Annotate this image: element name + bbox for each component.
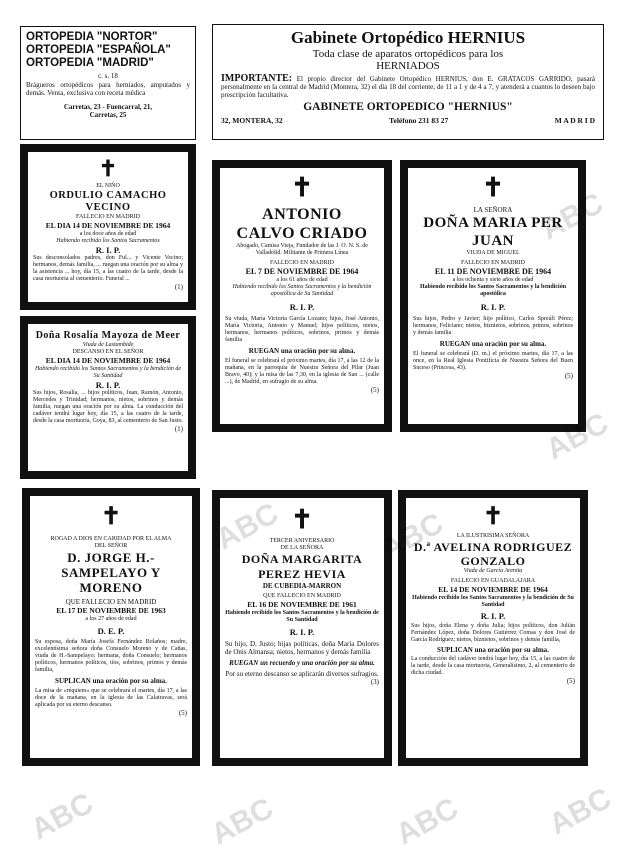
obituary-died: QUE FALLECIO EN MADRID [65, 598, 157, 606]
obituary-rip: D. E. P. [97, 626, 125, 636]
obituary-intro: ROGAD A DIOS EN CARIDAD POR EL ALMA DEL SEÑOR [50, 536, 172, 549]
ortopedia-address-2: Carretas, 25 [89, 111, 127, 119]
obituary-sacraments: Habiendo recibido los Santos Sacramentos y la bendición de Su Santidad [225, 610, 379, 623]
obituary-suplican: SUPLICAN una oración por su alma. [437, 646, 549, 654]
cross-icon: ✝ [100, 504, 122, 530]
obituary-sacraments: Habiendo recibido los Santos Sacramentos [56, 238, 160, 244]
obituary-rip: R. I. P. [480, 302, 506, 312]
obituary-name: DOÑA MARIA PER JUAN [423, 215, 563, 249]
obituary-funeral: La misa de «réquiem» que se celebrará el martes, día 17, a las doce de la mañana, en la iglesia de las Calatravas, será aplicada por su eterno descanso. [35, 688, 187, 708]
obituary-name: D. JORGE H.-SAMPELAYO Y MORENO [61, 550, 161, 595]
obituary-pre: LA ILUSTRISIMA SEÑORA [456, 533, 530, 539]
obituary-funeral: Por su eterno descanso se aplicarán diversos sufragios. [225, 670, 379, 678]
obituary-name: ANTONIO CALVO CRIADO [236, 206, 368, 242]
obituary-avelina [398, 490, 588, 766]
obituary-sacraments: Habiendo recibido los Santos Sacramentos y la bendición de Su Santidad [412, 595, 574, 608]
obituary-suplican: SUPLICAN una oración por su alma. [55, 677, 167, 685]
obituary-body: Su hijo, D. Justo; hijas políticas, doña María Dolores de Onis Almansa; nietos, hermanos y demás familia [225, 640, 379, 656]
obituary-pre: LA SEÑORA [473, 206, 513, 214]
obituary-maria [400, 160, 586, 432]
obituary-antonio [212, 160, 392, 432]
hernius-footer-name: GABINETE ORTOPEDICO "HERNIUS" [303, 101, 513, 113]
obituary-pre-1: TERCER ANIVERSARIO [269, 538, 335, 544]
obituary-mark: (5) [566, 677, 575, 685]
obituary-margarita [212, 490, 392, 766]
obituary-date: EL 11 DE NOVIEMBRE DE 1964 [434, 267, 552, 276]
watermark: ABC [205, 791, 279, 852]
obituary-date: EL 7 DE NOVIEMBRE DE 1964 [245, 267, 359, 276]
obituary-pre-2: DE LA SEÑORA [280, 545, 324, 551]
hernius-phone: Teléfono 231 83 27 [389, 116, 449, 125]
obituary-widow: Viuda de García Arenita [463, 568, 523, 574]
obituary-desc: Abogado, Camisa Vieja, Fundador de las J. O. N. S. de Valladolid. Militante de Primera Línea [236, 243, 368, 256]
obituary-sacraments: Habiendo recibido los Santos Sacramentos y la bendición apostólica [419, 284, 567, 297]
hernius-important-label: IMPORTANTE: [221, 73, 293, 84]
watermark: ABC [543, 781, 617, 842]
obituary-ruegan: RUEGAN una oración por su alma. [439, 340, 547, 348]
ortopedia-line-1: ORTOPEDIA "NORTOR" [26, 31, 158, 43]
obituary-body: Sus hijos, doña Elena y doña Julia; hijos políticos, don Julián Fernández López, doña Dolores Gutiérrez Comas y don José de García Rodríguez; nietos, biznietos, sobrinos y demás familia, [411, 623, 575, 643]
obituary-funeral: El funeral se celebrará el próximo martes, día 17, a las 12 de la mañana, en la parroquia de Nuestra Señora del Pilar (Juan Bravo, 40); y la misa de las 7,30, en la iglesia de San ... (calle ...), de Madrid, en sufragio de su alma. [225, 358, 379, 385]
obituary-date: EL DIA 14 DE NOVIEMBRE DE 1964 [45, 221, 171, 230]
obituary-date: EL DIA 14 DE NOVIEMBRE DE 1964 [45, 356, 171, 365]
obituary-funeral: La conducción del cadáver tendrá lugar hoy, día 15, a las cuatro de la tarde, desde la casa mortuoria, Generalísimo, 2, al cementerio de dicha ciudad. [411, 656, 575, 676]
obituary-rip: R. I. P. [95, 380, 121, 390]
obituary-died: FALLECIO EN GUADALAJARA [450, 578, 536, 584]
cross-icon: ✝ [291, 173, 313, 202]
cross-icon: ✝ [482, 173, 504, 202]
obituary-body: Sus hijos, Pedro y Javier; hijo político, Carlos Spreáfi Pérez; hermanos, Feliciano; nietos, biznietos, sobrinos, primos, sobrinos y demás familia [413, 316, 573, 336]
obituary-age: a los 61 años de edad [276, 277, 328, 283]
obituary-sacraments: Habiendo recibido los Santos Sacramentos y la bendición apostólica de Su Santidad [232, 284, 372, 297]
obituary-widow: Viuda de Lastambide [82, 342, 134, 348]
obituary-age: a los ochenta y siete años de edad [452, 277, 534, 283]
obituary-mark: (5) [178, 709, 187, 717]
watermark: ABC [540, 406, 614, 467]
obituary-mark: (1) [174, 425, 183, 433]
obituary-pre: EL NIÑO [96, 183, 120, 189]
obituary-ruegan: RUEGAN una oración por su alma. [248, 347, 356, 355]
obituary-name: DOÑA MARGARITA PEREZ HEVIA [241, 552, 363, 581]
ortopedia-line-3: ORTOPEDIA "MADRID" [26, 57, 154, 69]
obituary-date: EL 14 DE NOVIEMBRE DE 1964 [438, 585, 548, 594]
cross-icon: ✝ [98, 156, 118, 181]
obituary-rip: R. I. P. [480, 611, 506, 621]
hernius-address: 32, MONTERA, 32 [221, 116, 283, 125]
obituary-mark: (3) [370, 678, 379, 686]
obituary-date: EL 16 DE NOVIEMBRE DE 1961 [247, 600, 357, 609]
obituary-age: a los doce años de edad [79, 231, 137, 237]
hernius-subtitle: Toda clase de aparatos ortopédicos para los HERNIADOS [312, 48, 504, 72]
ortopedia-address-1: Carretas, 23 - Fuencarral, 21, [63, 103, 153, 111]
obituary-ruegan: RUEGAN un recuerdo y una oración por su alma. [229, 659, 375, 667]
obituary-name: D.ª AVELINA RODRIGUEZ GONZALO [413, 540, 573, 568]
ortopedia-body: Brágueros ortopédicos para herniados, amputados y demás. Venta, exclusiva con receta médica [26, 81, 190, 97]
obituary-name: ORDULIO CAMACHO VECINO [49, 190, 167, 213]
hernius-ad [212, 24, 604, 140]
cross-icon: ✝ [291, 505, 313, 534]
obituary-age: a los 27 años de edad [85, 616, 137, 622]
obituary-funeral: El funeral se celebrará (D. m.) el próximo martes, día 17, a las once, en la Real Iglesia Pontificia de Nuestra Señora del Buen Suceso (Princesa, 43). [413, 351, 573, 371]
obituary-body: Su viuda, María Victoria García Lozano; hijos, José Antonio, María Victoria, Antonio y Manuel; hijos políticos, nietos, hermanos, hermanos políticos, sobrinos, primos y demás familia [225, 316, 379, 343]
obituary-rip: R. I. P. [95, 245, 121, 255]
obituary-rip: R. I. P. [289, 302, 315, 312]
ortopedia-cs: c. s. 18 [98, 72, 118, 80]
watermark: ABC [390, 791, 464, 852]
ortopedia-ad [20, 26, 196, 140]
obituary-died: FALLECIO EN MADRID [270, 260, 334, 266]
obituary-desc: DE CUBEDIA-MARRON [262, 582, 342, 590]
obituary-sacraments: Habiendo recibido los Santos Sacramentos y la bendición de Su Santidad [34, 366, 182, 379]
obituary-jorge [22, 488, 200, 766]
hernius-city: M A D R I D [554, 116, 595, 125]
obituary-died: FALLECIO EN MADRID [461, 260, 525, 266]
obituary-died: FALLECIO EN MADRID [76, 214, 140, 220]
hernius-important-text: El propio director del Gabinete Ortopédico HERNIUS, don E. GRATACOS GARRIDO, pasará personalmente en la central de Madrid (Montera, 32) el día 18 del corriente, de 11 a 1 y de 4 a 7, y atenderá a cuantos lo deseen bajo prescripción facultativa. [221, 75, 596, 99]
hernius-title: Gabinete Ortopédico HERNIUS [290, 28, 526, 47]
obituary-name: Doña Rosalía Mayoza de Meer [35, 330, 181, 341]
obituary-widow: VIUDA DE MIGUEL [466, 250, 520, 256]
obituary-ordulio [20, 144, 196, 310]
obituary-mark: (5) [564, 372, 573, 380]
ortopedia-line-2: ORTOPEDIA "ESPAÑOLA" [26, 44, 171, 56]
obituary-body: Sus hijos, Rosalía, ... hijos políticos, Juan, Ramón, Antonio, Mercedes y Trinidad; hermanos, nietos, sobrinos y demás familia, ruegan una oración por su alma. La conducción del cadáver tendrá lugar hoy, día 15, a las cuatro de la tarde, desde la casa mortuoria, Goya, 83, al cementerio de San Justo. [33, 390, 183, 424]
obituary-died: DESCANSO EN EL SEÑOR [72, 349, 144, 355]
watermark: ABC [25, 786, 99, 847]
obituary-date: EL 17 DE NOVIEMBRE DE 1963 [56, 606, 166, 615]
obituary-mark: (5) [370, 386, 379, 394]
obituary-died: QUE FALLECIO EN MADRID [263, 593, 341, 599]
obituary-rosalia [20, 316, 196, 479]
obituary-body: Sus desconsolados padres, don Ful... y Vicente Vecino; hermanos, demás familia, ... ruegan una oración por su alma y la asistencia ... hoy, día 15, a las cuatro de la tarde, desde la casa mortuoria al cementerio. Funeral ... [33, 255, 183, 282]
obituary-body: Su esposa, doña María Josefa Fernández Bolaños; madre, excelentísima señora doña Consuelo Moreno y de Cañas, viuda de H.-Sampelayo; hermana, doña Consuelo; hermanos políticos, hermanos políticos, tíos, sobrinos, primos y demás familia, [35, 639, 187, 673]
obituary-rip: R. I. P. [289, 627, 315, 637]
cross-icon: ✝ [482, 504, 504, 530]
obituary-mark: (1) [174, 283, 183, 291]
